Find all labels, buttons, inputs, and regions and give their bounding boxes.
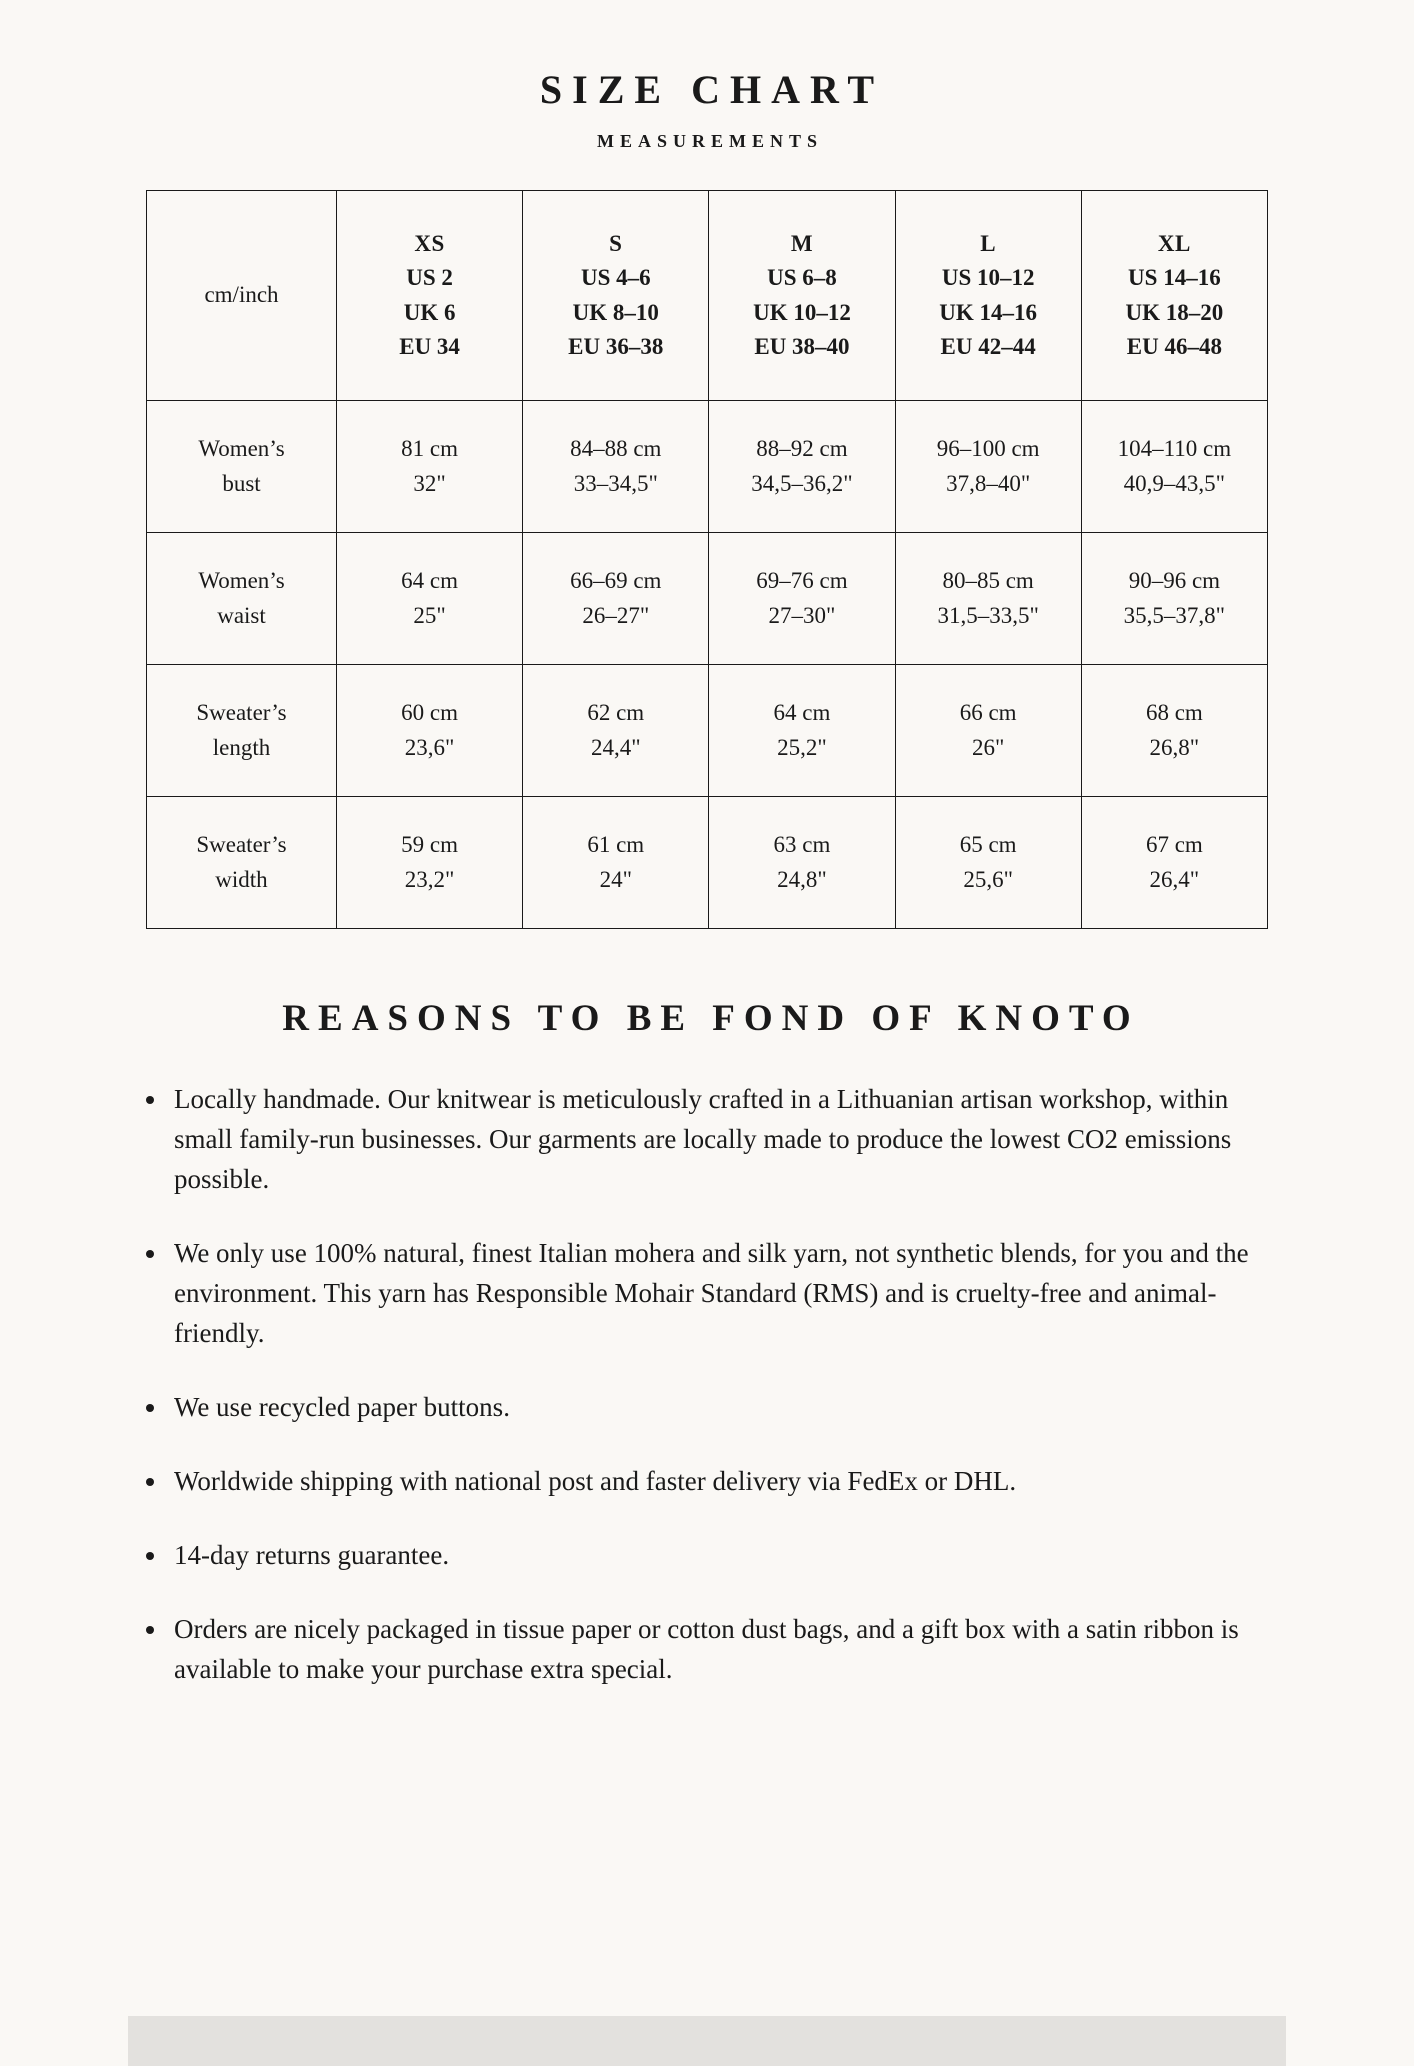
row-label-line-2: width: [215, 866, 268, 892]
cell-value-inch: 40,9–43,5": [1123, 470, 1226, 496]
cell-value-inch: 32": [413, 470, 446, 496]
cell-value-inch: 27–30": [768, 602, 836, 628]
cell-value-cm: 81 cm: [401, 436, 459, 461]
row-label-line-1: Women’s: [198, 568, 285, 593]
cell-value-cm: 67 cm: [1145, 832, 1203, 857]
column-eu-s: EU 36–38: [568, 334, 664, 359]
column-uk-l: UK 14–16: [939, 299, 1038, 325]
cell-value-cm: 68 cm: [1145, 700, 1203, 725]
column-uk-xl: UK 18–20: [1125, 299, 1224, 325]
table-row: [147, 401, 1268, 533]
cell-waist-m: [709, 533, 895, 665]
cell-bust-s: [523, 401, 709, 533]
cell-value-inch: 24,8": [777, 866, 827, 892]
list-item: We use recycled paper buttons.: [122, 1388, 1292, 1428]
column-uk-xs: UK 6: [403, 299, 456, 325]
row-label-womens-bust: [147, 401, 337, 533]
column-uk-s: UK 8–10: [572, 299, 659, 325]
cell-width-xs: [337, 797, 523, 929]
table-column-header-xs: [337, 191, 523, 401]
cell-value-cm: 90–96 cm: [1128, 568, 1221, 593]
footer-band: [128, 2016, 1286, 2066]
cell-value-inch: 26": [971, 734, 1005, 760]
table-column-header-s: [523, 191, 709, 401]
cell-value-inch: 26,8": [1149, 734, 1200, 760]
row-label-womens-waist: [147, 533, 337, 665]
column-us-xs: US 2: [406, 265, 453, 290]
cell-value-cm: 65 cm: [959, 832, 1017, 857]
cell-value-inch: 34,5–36,2": [751, 470, 853, 496]
row-label-line-1: Women’s: [198, 436, 285, 461]
cell-bust-xs: [337, 401, 523, 533]
list-item: We only use 100% natural, finest Italian mohera and silk yarn, not synthetic blends, for you and the environment. This yarn has Responsible Mohair Standard (RMS) and is cruelty-free and animal-friendly.: [122, 1234, 1292, 1354]
column-size-xs: XS: [414, 230, 445, 256]
cell-waist-l: [895, 533, 1081, 665]
size-chart-table-wrap: [146, 190, 1268, 929]
cell-value-cm: 63 cm: [773, 832, 831, 857]
list-item: Locally handmade. Our knitwear is meticulously crafted in a Lithuanian artisan workshop, within small family-run businesses. Our garments are locally made to produce the lowest CO2 emissions possible.: [122, 1080, 1292, 1200]
page-title: SIZE CHART: [539, 67, 885, 112]
table-column-header-m: [709, 191, 895, 401]
cell-length-m: [709, 665, 895, 797]
cell-waist-s: [523, 533, 709, 665]
table-header-row: [147, 191, 1268, 401]
cell-value-inch: 24": [599, 866, 632, 892]
cell-value-cm: 96–100 cm: [936, 436, 1040, 461]
cell-bust-xl: [1081, 401, 1267, 533]
cell-value-cm: 59 cm: [401, 832, 459, 857]
cell-bust-l: [895, 401, 1081, 533]
cell-value-cm: 80–85 cm: [942, 568, 1034, 593]
size-chart-table: [146, 190, 1268, 929]
column-us-s: US 4–6: [580, 265, 651, 290]
reasons-list: [122, 1080, 1292, 1689]
cell-value-inch: 26–27": [582, 602, 650, 628]
table-body: [147, 401, 1268, 929]
column-us-m: US 6–8: [767, 265, 837, 290]
cell-value-cm: 88–92 cm: [756, 436, 848, 461]
row-label-line-1: Sweater’s: [196, 832, 287, 857]
table-column-header-xl: [1081, 191, 1267, 401]
column-size-m: M: [790, 230, 814, 256]
cell-value-cm: 84–88 cm: [570, 436, 662, 461]
cell-width-s: [523, 797, 709, 929]
page-subtitle: MEASUREMENTS: [596, 131, 824, 151]
row-label-line-2: bust: [222, 470, 261, 496]
column-size-s: S: [609, 230, 623, 256]
cell-length-s: [523, 665, 709, 797]
column-eu-xl: EU 46–48: [1126, 334, 1222, 359]
cell-waist-xl: [1081, 533, 1267, 665]
row-label-line-2: waist: [217, 602, 266, 628]
table-corner-label: cm/inch: [147, 191, 337, 401]
reasons-title: REASONS TO BE FOND OF KNOTO: [282, 998, 1140, 1039]
cell-value-cm: 104–110 cm: [1117, 436, 1232, 461]
column-us-l: US 10–12: [941, 265, 1035, 290]
column-size-xl: XL: [1157, 230, 1191, 256]
cell-length-xl: [1081, 665, 1267, 797]
cell-value-inch: 26,4": [1149, 866, 1200, 892]
cell-value-cm: 64 cm: [773, 700, 831, 725]
cell-value-cm: 66–69 cm: [570, 568, 662, 593]
row-label-line-2: length: [212, 734, 271, 760]
cell-value-cm: 61 cm: [587, 832, 645, 857]
table-column-header-l: [895, 191, 1081, 401]
cell-bust-m: [709, 401, 895, 533]
cell-value-inch: 23,6": [404, 734, 455, 760]
size-chart-page: [0, 66, 1414, 2066]
table-row: [147, 533, 1268, 665]
cell-value-cm: 69–76 cm: [756, 568, 848, 593]
list-item: Worldwide shipping with national post and faster delivery via FedEx or DHL.: [122, 1462, 1292, 1502]
cell-width-m: [709, 797, 895, 929]
cell-waist-xs: [337, 533, 523, 665]
cell-length-l: [895, 665, 1081, 797]
cell-value-inch: 24,4": [590, 734, 641, 760]
cell-value-inch: 35,5–37,8": [1123, 602, 1226, 628]
cell-value-inch: 33–34,5": [573, 470, 658, 496]
row-label-sweaters-width: [147, 797, 337, 929]
table-row: [147, 797, 1268, 929]
cell-value-inch: 25": [413, 602, 446, 628]
column-uk-m: UK 10–12: [753, 299, 851, 325]
column-us-xl: US 14–16: [1128, 265, 1221, 290]
list-item: 14-day returns guarantee.: [122, 1536, 1292, 1576]
column-eu-xs: EU 34: [399, 334, 460, 359]
cell-value-cm: 64 cm: [401, 568, 459, 593]
column-size-l: L: [980, 230, 997, 256]
table-row: [147, 665, 1268, 797]
cell-length-xs: [337, 665, 523, 797]
cell-width-l: [895, 797, 1081, 929]
row-label-line-1: Sweater’s: [196, 700, 287, 725]
row-label-sweaters-length: [147, 665, 337, 797]
column-eu-m: EU 38–40: [754, 334, 850, 359]
cell-width-xl: [1081, 797, 1267, 929]
cell-value-inch: 25,6": [963, 866, 1013, 892]
cell-value-cm: 60 cm: [401, 700, 459, 725]
cell-value-cm: 66 cm: [959, 700, 1017, 725]
table-header: [147, 191, 1268, 401]
cell-value-inch: 23,2": [404, 866, 455, 892]
column-eu-l: EU 42–44: [940, 334, 1036, 359]
list-item: Orders are nicely packaged in tissue paper or cotton dust bags, and a gift box with a satin ribbon is available to make your purchase extra special.: [122, 1610, 1292, 1690]
cell-value-inch: 25,2": [777, 734, 827, 760]
cell-value-inch: 31,5–33,5": [937, 602, 1039, 628]
cell-value-inch: 37,8–40": [946, 470, 1031, 496]
cell-value-cm: 62 cm: [587, 700, 645, 725]
